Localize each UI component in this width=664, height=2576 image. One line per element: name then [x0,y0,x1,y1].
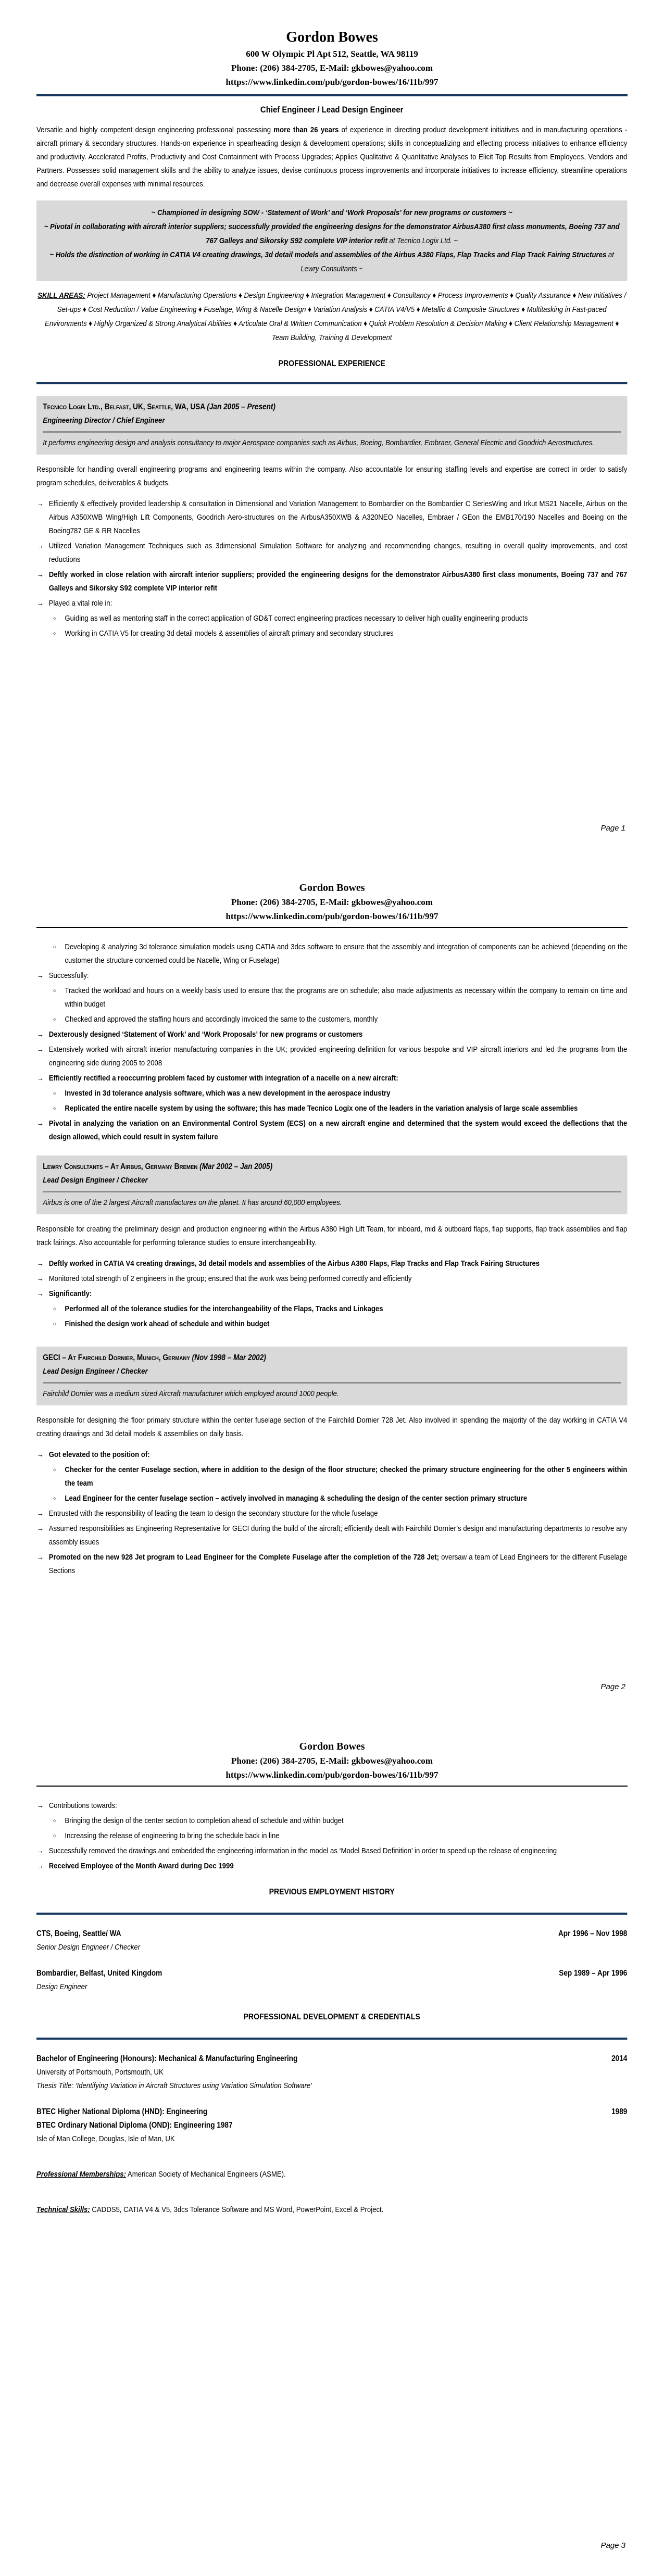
bullet-item: → Deftly worked in CATIA V4 creating drawings, 3d detail models and assemblies of the Airbus A380 Flaps, Flap Tracks and Flap Track Fairing Structures [36,1257,627,1271]
highlight-regular: at Lewry Consultants ~ [300,250,614,273]
bullet-item: → Utilized Variation Management Techniques such as 3dimensional Simulation Software for analyzing and recommending changes, resulting in overall quality improvements, and cost reductions [36,539,627,567]
highlight-bold: ~ Championed in designing SOW - ‘Statement of Work’ and ‘Work Proposals’ for new programs or customers ~ [151,208,512,217]
arrow-bullet-icon: → [36,499,44,508]
highlight-regular: at Tecnico Logix Ltd. ~ [387,236,458,245]
arrow-bullet-icon: → [36,1259,44,1268]
highlight-line [44,248,620,276]
bullet-item: → Promoted on the new 928 Jet program to Lead Engineer for the Complete Fuselage after the completion of the 728 Jet; oversaw a team of Lead Engineers for the different Fuselage Sections [36,1551,627,1578]
job1-bullets-page2 [36,940,627,1144]
section-divider-rule [36,2038,627,2040]
sub-bullet-item: ○ Replicated the entire nacelle system by using the software; this has made Tecnico Logix one of the leaders in the variation analysis of large scale assemblies [36,1102,627,1115]
summary-post: of experience in directing product development initiatives and in manufacturing operations - aircraft primary & secondary structures. Hands-on experience in spearheading design & development operations; skills in conceptualizing and effecting process initiatives to enhance efficiency and productivity. Accelerated Profits, Productivity and Cost Containment with Process Upgrades; Applies Qualitative & Quantitative Analyses to Elicit Top Results from Employees, Vendors and Partners. Possesses solid management skills and the ability to analyze issues, devise continuous process improvements and incorporate initiatives to increase efficiency, streamline operations and decrease overall expenses with minimal resources. [36,125,628,189]
job1-about: It performs engineering design and analysis consultancy to major Aerospace companies such as Airbus, Boeing, Bombardier, Embraer, General Electric and Goodrich Aerostructures. [43,438,594,447]
job1-dates: (Jan 2005 – Present) [207,403,275,411]
page1-body [36,105,627,640]
arrow-bullet-icon: → [36,1030,44,1039]
education-thesis: Thesis Title: ‘Identifying Variation in Aircraft Structures using Variation Simulation Software’ [36,2081,312,2090]
resume-page-2 [0,859,664,1717]
job2-company-name: Lewry Consultants – At Airbus, Germany Bremen [43,1162,200,1171]
circle-bullet-icon: ○ [53,1467,56,1473]
job3-company [43,1351,621,1365]
job3-dates: (Nov 1998 – Mar 2002) [192,1353,266,1362]
previous-job-dates: Sep 1989 – Apr 1996 [559,1969,628,1978]
bullet-item: → Dexterously designed ‘Statement of Work’ and ‘Work Proposals’ for new programs or customers [36,1028,627,1041]
candidate-name: Gordon Bowes [286,29,378,45]
degree-name: BTEC Higher National Diploma (HND): Engineering [36,2107,208,2116]
arrow-bullet-icon: → [36,542,44,550]
highlight-line [44,220,620,248]
job2-inner-divider [43,1191,621,1192]
candidate-name: Gordon Bowes [299,1741,365,1752]
section-heading-credentials: PROFESSIONAL DEVELOPMENT & CREDENTIALS [243,2013,420,2021]
bullet-item: → Extensively worked with aircraft interior manufacturing companies in the UK; provided engineering definition for various bespoke and VIP aircraft interiors and led the programs from the engineering side during 2005 to 2008 [36,1043,627,1070]
bullet-item: → Significantly: [36,1287,627,1301]
arrow-bullet-icon: → [36,1553,44,1562]
degree-name: Bachelor of Engineering (Honours): Mechanical & Manufacturing Engineering [36,2054,298,2063]
job3-intro: Responsible for designing the floor primary structure within the center fuselage section of the Fairchild Dornier 728 Jet. Also involved in spending the majority of the day working in CATIA V4 creating drawings and 3d detail models & assemblies on daily basis. [36,1416,628,1438]
bullet-item: → Got elevated to the position of: [36,1448,627,1462]
circle-bullet-icon: ○ [53,1818,56,1824]
job3-header-box [36,1347,627,1405]
previous-job-row [36,1967,627,1980]
job3-bullets-page2 [36,1448,627,1578]
previous-job-dates: Apr 1996 – Nov 1998 [558,1929,628,1938]
circle-bullet-icon: ○ [53,615,56,622]
phone-email-line: Phone: (206) 384-2705, E-Mail: gkbowes@yahoo.com [231,897,433,907]
arrow-bullet-icon: → [36,1119,44,1128]
job3-company-name: GECI – At Fairchild Dornier, Munich, Germany [43,1353,192,1362]
sub-bullet-item: ○ Invested in 3d tolerance analysis software, which was a new development in the aerospace industry [36,1087,627,1100]
bullet-item: → Received Employee of the Month Award during Dec 1999 [36,1859,627,1873]
page2-body [36,940,627,1578]
skill-areas [36,288,627,345]
sub-bullet-item: ○ Performed all of the tolerance studies for the interchangeability of the Flaps, Tracks and Linkages [36,1302,627,1316]
education-school: Isle of Man College, Douglas, Isle of Man, UK [36,2134,175,2143]
summary-paragraph [36,123,627,191]
resume-page-3 [0,1717,664,2576]
arrow-bullet-icon: → [36,1801,44,1810]
technical-skills-label: Technical Skills: [36,2205,90,2214]
arrow-bullet-icon: → [36,1074,44,1083]
job2-dates: (Mar 2002 – Jan 2005) [199,1162,273,1171]
bullet-item: → Contributions towards: [36,1799,627,1813]
circle-bullet-icon: ○ [53,1105,56,1112]
education-degree-row [36,2105,627,2119]
degree-year: 2014 [611,2054,628,2063]
job3-about: Fairchild Dornier was a medium sized Aircraft manufacturer which employed around 1000 people. [43,1389,339,1398]
memberships-text: American Society of Mechanical Engineers (ASME). [126,2170,286,2179]
job2-title: Lead Design Engineer / Checker [43,1176,148,1185]
sub-bullet-item: ○ Bringing the design of the center section to completion ahead of schedule and within budget [36,1814,627,1828]
bullet-item: → Entrusted with the responsibility of leading the team to design the secondary structure for the whole fuselage [36,1507,627,1521]
education-degree-row [36,2052,627,2066]
technical-skills [36,2203,627,2217]
job1-company-name: Tecnico Logix Ltd., Belfast, UK, Seattle, WA, USA [43,403,207,411]
arrow-bullet-icon: → [36,971,44,980]
linkedin-url[interactable]: https://www.linkedin.com/pub/gordon-bowes/16/11b/997 [225,77,439,87]
sub-bullet-item: ○ Finished the design work ahead of schedule and within budget [36,1317,627,1331]
header-divider-rule [36,94,628,96]
circle-bullet-icon: ○ [53,944,56,950]
bullet-item: → Played a vital role in: [36,597,627,610]
sub-bullet-item: ○ Lead Engineer for the center fuselage section – actively involved in managing & scheduling the design of the center section primary structure [36,1492,627,1505]
resume-page-1 [0,0,664,859]
job2-company [43,1160,621,1174]
section-divider-rule [36,382,627,384]
bullet-item: → Assumed responsibilities as Engineering Representative for GECI during the build of the aircraft; efficiently dealt with Fairchild Dornier’s design and manufacturing departments to resolve any assembly issues [36,1522,627,1549]
sub-bullet-item: ○ Tracked the workload and hours on a weekly basis used to ensure that the programs are on schedule; also made adjustments as necessary within the company to remain on time and within budget [36,984,627,1011]
skill-areas-label: SKILL AREAS: [37,291,85,300]
job1-inner-divider [43,431,621,433]
linkedin-url[interactable]: https://www.linkedin.com/pub/gordon-bowes/16/11b/997 [225,1770,439,1780]
section-divider-rule [36,1913,627,1915]
professional-memberships [36,2168,627,2181]
bullet-item: → Monitored total strength of 2 engineers in the group; ensured that the work was being performed correctly and efficiently [36,1272,627,1286]
bullet-item: → Efficiently rectified a reoccurring problem faced by customer with integration of a nacelle on a new aircraft: [36,1072,627,1085]
bullet-item: → Efficiently & effectively provided leadership & consultation in Dimensional and Variation Management to Bombardier on the Bombardier C SeriesWing and Irkut MS21 Nacelle, Airbus on the Airbus A350XWB Wing/High Lift Components, Goodrich Aero-structures on the AirbusA350XWB & A320NEO Nacelles, Embraer / GEon the EMB170/190 Nacelles and Boeing on the Boeing787 GE & RR Nacelles [36,497,627,538]
previous-job-title: Senior Design Engineer / Checker [36,1943,141,1952]
memberships-label: Professional Memberships: [36,2170,126,2179]
job1-bullets-page1 [36,497,627,640]
summary-bold: more than 26 years [273,125,339,134]
bullet-item: → Deftly worked in close relation with aircraft interior suppliers; provided the engineering designs for the demonstrator AirbusA380 first class monuments, Boeing 737 and 767 Galleys and Sikorsky S92 complete VIP interior refit [36,568,627,595]
page-footer: Page 1 [600,824,625,833]
headline-title: Chief Engineer / Lead Design Engineer [260,105,404,115]
job2-intro: Responsible for creating the preliminary design and production engineering within the Airbus A380 High Lift Team, for inboard, mid & outboard flaps, flap supports, flap track assemblies and flap track fairings. Also accountable for performing tolerance studies to ensure interchangeability. [36,1225,628,1247]
header-divider-rule [36,927,628,928]
sub-bullet-item: ○ Checked and approved the staffing hours and accordingly invoiced the same to the customers, monthly [36,1013,627,1026]
section-heading-experience: PROFESSIONAL EXPERIENCE [278,359,385,368]
page3-body [36,1799,627,2217]
circle-bullet-icon: ○ [53,1306,56,1312]
sub-bullet-item: ○ Working in CATIA V5 for creating 3d detail models & assemblies of aircraft primary and secondary structures [36,627,627,640]
header-divider-rule [36,1786,628,1787]
arrow-bullet-icon: → [36,599,44,608]
arrow-bullet-icon: → [36,1289,44,1298]
education-degree-secondary: BTEC Ordinary National Diploma (OND): Engineering 1987 [36,2121,233,2130]
bullet-item: → Successfully removed the drawings and embedded the engineering information in the model as ‘Model Based Definition’ in order to speed up the release of engineering [36,1844,627,1858]
phone-email-line: Phone: (206) 384-2705, E-Mail: gkbowes@yahoo.com [231,63,433,73]
circle-bullet-icon: ○ [53,631,56,637]
linkedin-url[interactable]: https://www.linkedin.com/pub/gordon-bowes/16/11b/997 [225,911,439,921]
candidate-name: Gordon Bowes [299,882,365,894]
technical-skills-text: CADDS5, CATIA V4 & V5, 3dcs Tolerance Software and MS Word, PowerPoint, Excel & Project. [90,2205,384,2214]
summary-pre: Versatile and highly competent design engineering professional possessing [36,125,274,134]
previous-job-company: CTS, Boeing, Seattle/ WA [36,1929,121,1938]
arrow-bullet-icon: → [36,1862,44,1870]
phone-email-line: Phone: (206) 384-2705, E-Mail: gkbowes@yahoo.com [231,1756,433,1766]
job1-company [43,400,621,414]
arrow-bullet-icon: → [36,1450,44,1459]
job3-inner-divider [43,1382,621,1384]
arrow-bullet-icon: → [36,570,44,579]
arrow-bullet-icon: → [36,1274,44,1283]
job1-intro: Responsible for handling overall engineering programs and engineering teams within the company. Also accountable for ensuring staffing levels and expertise are correct in order to satisfy program schedules, deliverables & budgets. [36,465,628,487]
highlight-line [44,206,620,220]
arrow-bullet-icon: → [36,1509,44,1518]
sub-bullet-item: ○ Increasing the release of engineering to bring the schedule back in line [36,1829,627,1843]
arrow-bullet-icon: → [36,1524,44,1533]
skill-areas-list: Project Management ♦ Manufacturing Operations ♦ Design Engineering ♦ Integration Management ♦ Consultancy ♦ Process Improvements ♦ Quality Assurance ♦ New Initiatives / Set-ups ♦ Cost Reduction / Value Engineering ♦ Fuselage, Wing & Nacelle Design ♦ Variation Analysis ♦ CATIA V4/V5 ♦ Metallic & Composite Structures ♦ Multitasking in Fast-paced Environments ♦ Highly Organized & Strong Analytical Abilities ♦ Articulate Oral & Written Communication ♦ Quick Problem Resolution & Decision Making ♦ Client Relationship Management ♦ Team Building, Training & Development [45,291,627,342]
highlight-bold: ~ Holds the distinction of working in CATIA V4 creating drawings, 3d detail models and assemblies of the Airbus A380 Flaps, Flap Tracks and Flap Track Fairing Structures [49,250,607,259]
job2-bullets [36,1257,627,1331]
previous-job-row [36,1927,627,1941]
education-school: University of Portsmouth, Portsmouth, UK [36,2068,164,2077]
section-heading-previous: PREVIOUS EMPLOYMENT HISTORY [269,1888,395,1896]
highlight-bold: ~ Pivotal in collaborating with aircraft interior suppliers; successfully provided the engineering designs for the demonstrator AirbusA380 first class monuments, Boeing 737 and 767 Galleys and Sikorsky S92 complete VIP interior refit [44,222,620,245]
job1-title: Engineering Director / Chief Engineer [43,416,165,425]
previous-job-company: Bombardier, Belfast, United Kingdom [36,1969,162,1978]
circle-bullet-icon: ○ [53,1016,56,1023]
page-footer: Page 3 [600,2541,625,2550]
job2-about: Airbus is one of the 2 largest Aircraft manufactures on the planet. It has around 60,000 employees. [43,1198,342,1207]
circle-bullet-icon: ○ [53,1833,56,1839]
job3-title: Lead Design Engineer / Checker [43,1367,148,1376]
arrow-bullet-icon: → [36,1045,44,1054]
job2-header-box [36,1155,627,1214]
arrow-bullet-icon: → [36,1846,44,1855]
circle-bullet-icon: ○ [53,1496,56,1502]
sub-bullet-item: ○ Checker for the center Fuselage section, where in addition to the design of the floor structure; checked the primary structure engineering for the other 5 engineers within the team [36,1463,627,1490]
degree-year: 1989 [611,2107,628,2116]
sub-bullet-item: ○ Developing & analyzing 3d tolerance simulation models using CATIA and 3dcs software to ensure that the assembly and integration of components can be achieved (depending on the customer the structure concerned could be Nacelle, Wing or Fuselage) [36,940,627,967]
bullet-item: → Pivotal in analyzing the variation on an Environmental Control System (ECS) on a new aircraft engine and determined that the system would exceed the deflections that the design allowed, which could result in system failure [36,1117,627,1144]
circle-bullet-icon: ○ [53,1090,56,1097]
bullet-item: → Successfully: [36,969,627,983]
previous-job-title: Design Engineer [36,1982,87,1991]
page-footer: Page 2 [600,1682,625,1691]
sub-bullet-item: ○ Guiding as well as mentoring staff in the correct application of GD&T correct engineering practices necessary to deliver high quality engineering products [36,612,627,625]
circle-bullet-icon: ○ [53,988,56,994]
address-line: 600 W Olympic Pl Apt 512, Seattle, WA 98119 [246,49,418,59]
job1-header-box [36,396,627,455]
circle-bullet-icon: ○ [53,1321,56,1327]
job3-bullets-page3 [36,1799,627,1873]
highlights-box [36,200,627,281]
